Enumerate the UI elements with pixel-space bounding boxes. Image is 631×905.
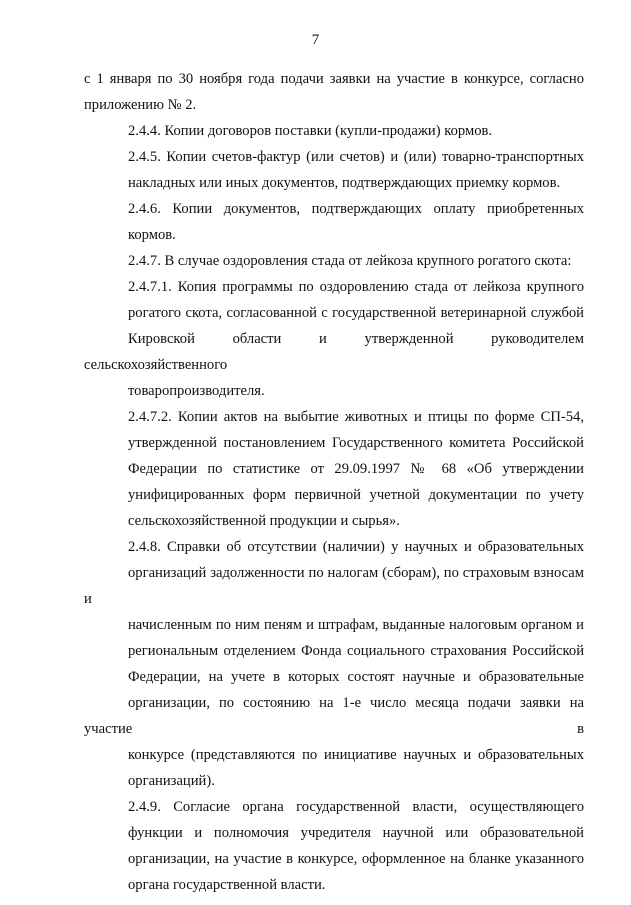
text-line: 2.4.8. Справки об отсутствии (наличии) у научных и образовательных bbox=[128, 539, 584, 555]
text-line: Федерации, на учете в которых состоят научные и образовательные bbox=[128, 669, 584, 685]
text-line: утвержденной постановлением Государственного комитета Российской bbox=[128, 435, 584, 451]
page-number: 7 bbox=[311, 32, 320, 48]
text-line: рогатого скота, согласованной с государственной ветеринарной службой bbox=[128, 305, 584, 321]
text-line: с 1 января по 30 ноября года подачи заявки на участие в конкурсе, согласно bbox=[84, 71, 584, 87]
document-body bbox=[84, 66, 584, 898]
text-line: организаций задолженности по налогам (сборам), по страховым взносам и bbox=[84, 565, 584, 607]
paragraph-p5 bbox=[84, 248, 584, 274]
text-line: 2.4.7.2. Копии актов на выбытие животных и птицы по форме СП-54, bbox=[128, 409, 584, 425]
text-line: начисленным по ним пеням и штрафам, выданные налоговым органом и bbox=[128, 617, 584, 633]
text-line: 2.4.6. Копии документов, подтверждающих оплату приобретенных bbox=[128, 201, 584, 217]
paragraph-p4 bbox=[84, 196, 584, 248]
text-line: Федерации по статистике от 29.09.1997 № 68 «Об утверждении bbox=[128, 461, 584, 477]
text-line: 2.4.4. Копии договоров поставки (купли-продажи) кормов. bbox=[128, 123, 493, 139]
text-line: приложению № 2. bbox=[84, 97, 197, 113]
paragraph-p2 bbox=[84, 118, 584, 144]
text-line: кормов. bbox=[128, 227, 176, 243]
text-line: органа государственной власти. bbox=[128, 877, 326, 893]
paragraph-p9 bbox=[84, 794, 584, 898]
paragraph-p8 bbox=[84, 534, 584, 794]
text-line: 2.4.7.1. Копия программы по оздоровлению стада от лейкоза крупного bbox=[128, 279, 584, 295]
text-line: функции и полномочия учредителя научной или образовательной bbox=[128, 825, 584, 841]
text-line: 2.4.7. В случае оздоровления стада от лейкоза крупного рогатого скота: bbox=[128, 253, 572, 269]
text-line: накладных или иных документов, подтверждающих приемку кормов. bbox=[128, 175, 561, 191]
text-line: конкурсе (представляются по инициативе научных и образовательных bbox=[128, 747, 584, 763]
paragraph-p3 bbox=[84, 144, 584, 196]
text-line: 2.4.9. Согласие органа государственной власти, осуществляющего bbox=[128, 799, 584, 815]
text-line: организации, по состоянию на 1-е число месяца подачи заявки на участие в bbox=[84, 695, 584, 737]
text-line: товаропроизводителя. bbox=[128, 383, 265, 399]
paragraph-p1 bbox=[84, 66, 584, 118]
text-line: 2.4.5. Копии счетов-фактур (или счетов) и (или) товарно-транспортных bbox=[128, 149, 584, 165]
text-line: унифицированных форм первичной учетной документации по учету bbox=[128, 487, 584, 503]
text-line: сельскохозяйственной продукции и сырья». bbox=[128, 513, 400, 529]
text-line: Кировской области и утвержденной руководителем сельскохозяйственного bbox=[84, 331, 584, 373]
text-line: организаций). bbox=[128, 773, 215, 789]
paragraph-p7 bbox=[84, 404, 584, 534]
paragraph-p6 bbox=[84, 274, 584, 404]
text-line: организации, на участие в конкурсе, оформленное на бланке указанного bbox=[128, 851, 584, 867]
text-line: региональным отделением Фонда социального страхования Российской bbox=[128, 643, 584, 659]
